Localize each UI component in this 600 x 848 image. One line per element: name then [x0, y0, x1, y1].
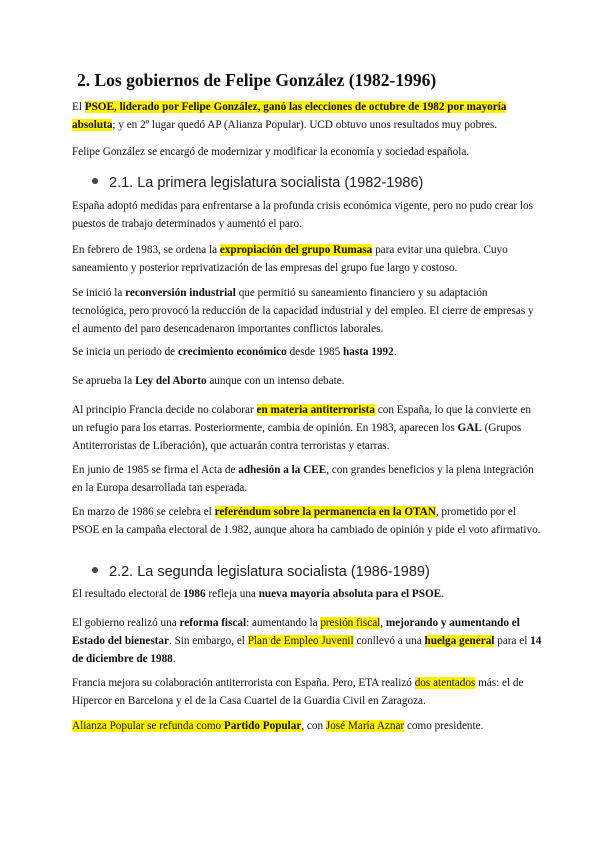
text: desde 1985: [286, 346, 344, 358]
section1-paragraph-6: [72, 401, 542, 455]
bold-text: nueva mayoría absoluta para el PSOE: [258, 588, 442, 600]
text: El resultado electoral de: [72, 588, 184, 600]
section-heading-1: [92, 175, 423, 191]
bold-text: 14 de diciembre de 1988: [72, 635, 542, 665]
highlight: Plan de Empleo Juvenil: [247, 635, 354, 647]
heading-text: 2.1. La primera legislatura socialista (1982-1986): [109, 175, 424, 191]
text: .: [441, 588, 444, 600]
bold-text: hasta 1992: [343, 346, 394, 358]
bold-text: mejorando y aumentando el Estado del bienestar: [72, 617, 520, 647]
text: . Sin embargo, el: [168, 635, 248, 647]
highlight: en materia antiterrorista: [256, 404, 375, 416]
text: Se aprueba la: [72, 375, 136, 387]
text: Francia mejora su colaboración antiterrorista con España. Pero, ETA realizó: [72, 677, 415, 689]
section1-paragraph-4: [72, 343, 542, 361]
bullet-icon: [92, 178, 98, 184]
bullet-icon: [92, 567, 98, 573]
bold-text: reconversión industrial: [125, 287, 236, 299]
text: con España, lo que la convierte en un refugio para los etarras. Posteriormente, cambia de opinión. En 1983, aparecen los: [72, 404, 531, 434]
section1-paragraph-1: España adoptó medidas para enfrentarse a la profunda crisis económica vigente, pero no pudo crear los puestos de trabajo determinados y aumentó el paro.: [72, 200, 533, 230]
bold-text: 1986: [183, 588, 206, 600]
heading-text: 2.2. La segunda legislatura socialista (1986-1989): [109, 564, 430, 580]
highlight: Partido Popular: [223, 720, 302, 732]
highlight: Alianza Popular se refunda como: [72, 720, 224, 732]
section2-paragraph-4: [72, 717, 542, 735]
section1-paragraph-3: [72, 284, 542, 338]
text: .: [393, 346, 397, 358]
text: aunque con un intenso debate.: [206, 375, 345, 387]
text: (Grupos Antiterroristas de Liberación), que actuarán contra terroristas y etarras.: [72, 422, 522, 452]
text: Se inició la: [72, 287, 126, 299]
section1-paragraph-2: [72, 241, 542, 277]
highlight: José María Aznar: [325, 720, 405, 732]
text: ; y en 2º lugar quedó AP (Alianza Popular). UCD obtuvo unos resultados muy pobres.: [112, 119, 498, 131]
bold-text: reforma fiscal: [179, 617, 247, 629]
highlight: presión fiscal: [320, 617, 381, 629]
text: En marzo de 1986 se celebra el: [72, 506, 215, 518]
highlight: huelga general: [424, 635, 495, 647]
text: ,: [380, 617, 386, 629]
highlight: dos atentados: [414, 677, 476, 689]
text: .: [172, 653, 176, 665]
text: : aumentando la: [246, 617, 321, 629]
highlight: expropiación del grupo Rumasa: [219, 244, 373, 256]
section2-paragraph-2: [72, 614, 542, 668]
text: , prometido por el PSOE en la campaña electoral de 1.982, aunque ahora ha cambiado de opinión y pide el voto afirmativo.: [72, 506, 541, 536]
text: En febrero de 1983, se ordena la: [72, 244, 220, 256]
text: más: el de Hipercor en Barcelona y el de la Casa Cuartel de la Guardia Civil en Zaragoza.: [72, 677, 524, 707]
highlight: PSOE, liderado por Felipe González, ganó las elecciones de octubre de 1982 por mayoría absoluta: [72, 101, 507, 131]
text: como presidente.: [404, 720, 484, 732]
text: Al principio Francia decide no colaborar: [72, 404, 257, 416]
text: , con grandes beneficios y la plena integración en la Europa desarrollada tan esperada.: [72, 464, 534, 494]
text: El gobierno realizó una: [72, 617, 180, 629]
text: para evitar una quiebra. Cuyo saneamiento y posterior reprivatización de las empresas del grupo fue largo y costoso.: [72, 244, 508, 274]
section-heading-2: [92, 564, 430, 580]
text: Se inicia un periodo de: [72, 346, 178, 358]
bold-text: GAL: [457, 422, 482, 434]
intro-paragraph-1: [72, 98, 542, 134]
bold-text: adhesión a la CEE: [238, 464, 327, 476]
intro-paragraph-2: Felipe González se encargó de modernizar y modificar la economía y sociedad española.: [72, 146, 470, 158]
text: que permitió su saneamiento financiero y su adaptación tecnológica, pero provocó la reducción de la capacidad industrial y del empleo. El cierre de empresas y el aumento del paro desencadenaron importantes conflictos laborales.: [72, 287, 534, 335]
text: refleja una: [205, 588, 259, 600]
text: para el: [494, 635, 531, 647]
section1-paragraph-5: [72, 372, 542, 390]
page-title: 2. Los gobiernos de Felipe González (1982-1996): [77, 70, 437, 90]
section2-paragraph-1: [72, 585, 542, 603]
bold-text: crecimiento económico: [177, 346, 287, 358]
bold-text: Ley del Aborto: [135, 375, 207, 387]
section1-paragraph-7: [72, 461, 542, 497]
highlight: referéndum sobre la permanencia en la OTAN: [214, 506, 436, 518]
section1-paragraph-8: [72, 503, 542, 539]
text: El: [72, 101, 85, 113]
text: conllevó a una: [353, 635, 425, 647]
section2-paragraph-3: [72, 674, 542, 710]
text: En junio de 1985 se firma el Acta de: [72, 464, 239, 476]
text: , con: [301, 720, 326, 732]
